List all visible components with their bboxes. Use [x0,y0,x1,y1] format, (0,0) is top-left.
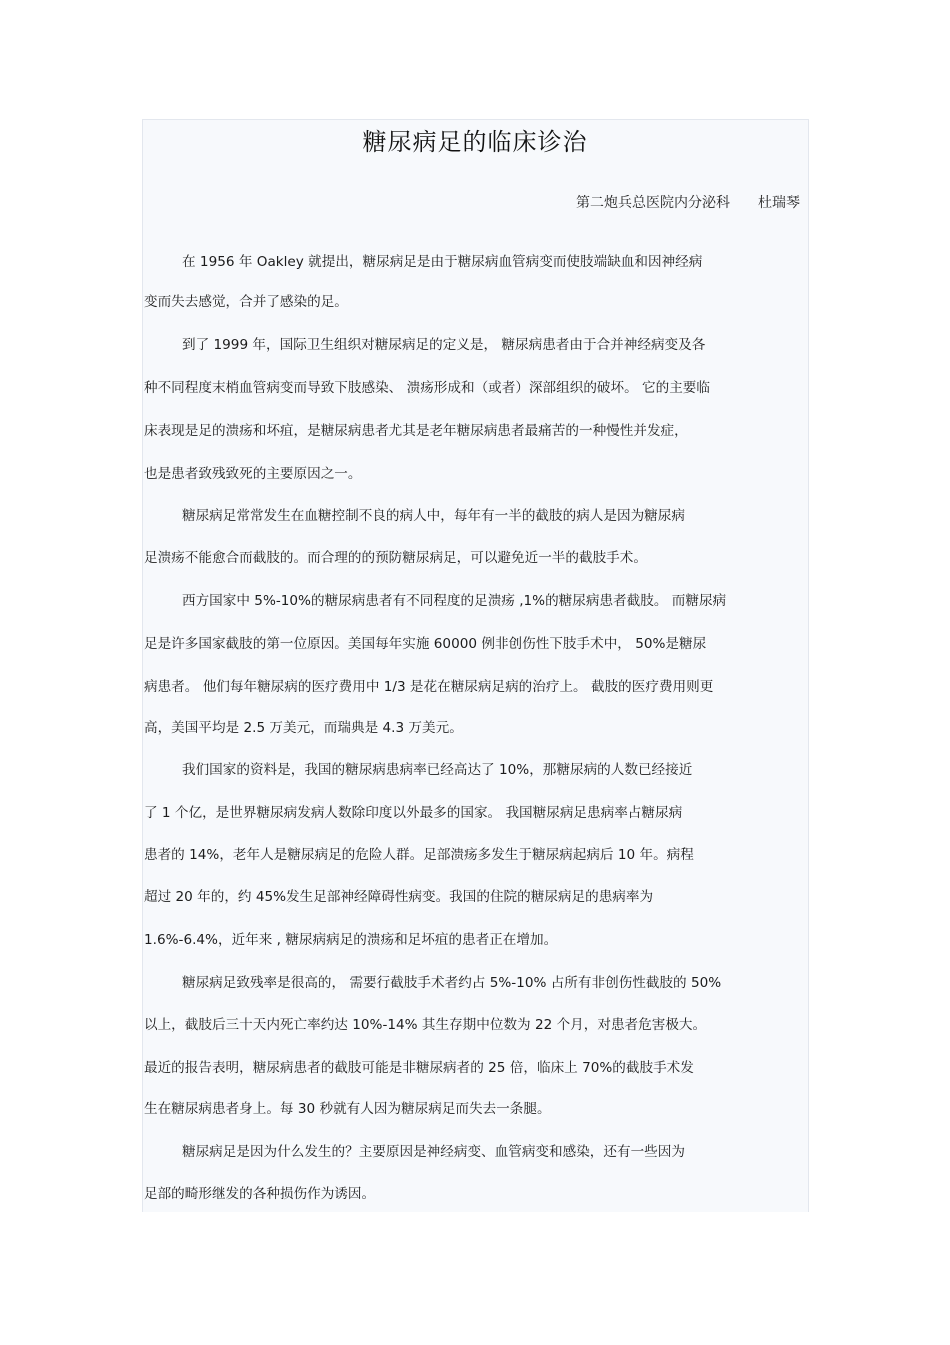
text-line: 糖尿病足是因为什么发生的？主要原因是神经病变、血管病变和感染，还有一些因为 [182,1144,685,1160]
text-line: 种不同程度末梢血管病变而导致下肢感染、 溃疡形成和（或者）深部组织的破坏。 它的主要临 [144,380,710,396]
text-line: 患者的 14%，老年人是糖尿病足的危险人群。足部溃疡多发生于糖尿病起病后 10 年。病程 [144,847,694,863]
byline [576,193,800,213]
text-line: 床表现是足的溃疡和坏疽，是糖尿病患者尤其是老年糖尿病患者最痛苦的一种慢性并发症， [144,423,688,439]
text-line: 足溃疡不能愈合而截肢的。而合理的的预防糖尿病足，可以避免近一半的截肢手术。 [144,550,647,566]
byline-author: 杜瑞琴 [758,195,800,211]
text-line: 西方国家中 5%-10%的糖尿病患者有不同程度的足溃疡 ,1%的糖尿病患者截肢。 而糖尿病 [182,593,727,609]
text-line: 我们国家的资料是，我国的糖尿病患病率已经高达了 10%，那糖尿病的人数已经接近 [182,762,693,778]
text-line: 超过 20 年的，约 45%发生足部神经障碍性病变。我国的住院的糖尿病足的患病率为 [144,889,654,905]
text-line: 高，美国平均是 2.5 万美元，而瑞典是 4.3 万美元。 [144,720,463,736]
text-line: 足是许多国家截肢的第一位原因。美国每年实施 60000 例非创伤性下肢手术中， 50%是糖尿 [144,636,707,652]
text-line: 变而失去感觉，合并了感染的足。 [144,294,348,310]
text-line: 生在糖尿病患者身上。每 30 秒就有人因为糖尿病足而失去一条腿。 [144,1101,551,1117]
text-line: 糖尿病足致残率是很高的， 需要行截肢手术者约占 5%-10% 占所有非创伤性截肢的 50% [182,975,722,991]
text-line: 以上，截肢后三十天内死亡率约达 10%-14% 其生存期中位数为 22 个月，对患者危害极大。 [144,1017,707,1033]
text-line: 足部的畸形继发的各种损伤作为诱因。 [144,1186,376,1202]
document-title: 糖尿病足的临床诊治 [362,128,588,156]
text-line: 糖尿病足常常发生在血糖控制不良的病人中，每年有一半的截肢的病人是因为糖尿病 [182,508,685,524]
text-line: 到了 1999 年，国际卫生组织对糖尿病足的定义是， 糖尿病患者由于合并神经病变及各 [182,337,706,353]
byline-department: 第二炮兵总医院内分泌科 [576,195,730,211]
text-line: 病患者。 他们每年糖尿病的医疗费用中 1/3 是花在糖尿病足病的治疗上。 截肢的医疗费用则更 [144,679,714,695]
text-line: 在 1956 年 Oakley 就提出，糖尿病足是由于糖尿病血管病变而使肢端缺血和因神经病 [182,254,703,270]
text-line: 1.6%-6.4%，近年来 , 糖尿病病足的溃疡和足坏疽的患者正在增加。 [144,932,558,948]
page-frame [142,119,809,1212]
text-line: 也是患者致残致死的主要原因之一。 [144,466,362,482]
text-line: 最近的报告表明，糖尿病患者的截肢可能是非糖尿病者的 25 倍，临床上 70%的截肢手术发 [144,1060,694,1076]
text-line: 了 1 个亿，是世界糖尿病发病人数除印度以外最多的国家。 我国糖尿病足患病率占糖尿病 [144,805,683,821]
